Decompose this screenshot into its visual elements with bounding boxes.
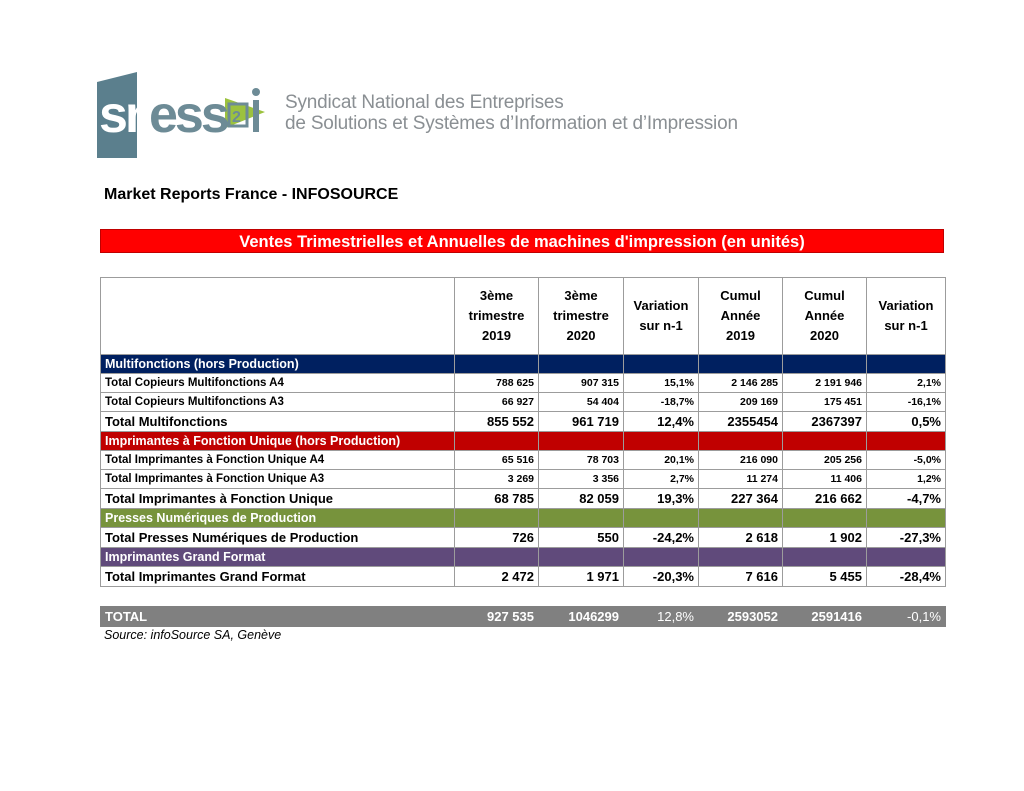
svg-text:sn: sn — [99, 86, 154, 144]
cell-value: 65 516 — [455, 451, 539, 470]
row-label: Total Imprimantes à Fonction Unique — [101, 489, 455, 509]
cell-value: -18,7% — [624, 393, 699, 412]
table-spacer — [101, 587, 946, 607]
section-header-presses-numeriques — [101, 509, 946, 528]
organization-name-line-2: de Solutions et Systèmes d’Information et d’Impression — [285, 113, 738, 134]
cell-value: 11 406 — [783, 470, 867, 489]
cell-value: 2 472 — [455, 567, 539, 587]
cell-value: 907 315 — [539, 374, 624, 393]
sales-table — [100, 277, 946, 627]
column-header: Variation sur n-1 — [624, 278, 699, 355]
cell-value: 3 269 — [455, 470, 539, 489]
section-total-row — [101, 567, 946, 587]
cell-value: 0,5% — [867, 412, 946, 432]
header-blank-cell — [101, 278, 455, 355]
section-title: Imprimantes Grand Format — [101, 548, 455, 567]
cell-value: 54 404 — [539, 393, 624, 412]
cell-value: 2,7% — [624, 470, 699, 489]
cell-value: 550 — [539, 528, 624, 548]
cell-value: 216 662 — [783, 489, 867, 509]
cell-value: 961 719 — [539, 412, 624, 432]
cell-value: 1046299 — [539, 607, 624, 627]
table-row — [101, 393, 946, 412]
table-row — [101, 451, 946, 470]
snessii-logo — [97, 70, 738, 160]
cell-value: -28,4% — [867, 567, 946, 587]
column-header: 3ème trimestre 2019 — [455, 278, 539, 355]
cell-value: -16,1% — [867, 393, 946, 412]
cell-value: 216 090 — [699, 451, 783, 470]
row-label: Total Imprimantes à Fonction Unique A3 — [101, 470, 455, 489]
column-header: Cumul Année 2020 — [783, 278, 867, 355]
section-total-row — [101, 528, 946, 548]
row-label: Total Presses Numériques de Production — [101, 528, 455, 548]
cell-value: 2,1% — [867, 374, 946, 393]
section-header-grand-format — [101, 548, 946, 567]
cell-value: -24,2% — [624, 528, 699, 548]
cell-value: 12,8% — [624, 607, 699, 627]
cell-value: -5,0% — [867, 451, 946, 470]
row-label: Total Imprimantes à Fonction Unique A4 — [101, 451, 455, 470]
row-label: Total Multifonctions — [101, 412, 455, 432]
report-title: Market Reports France - INFOSOURCE — [104, 186, 399, 203]
section-title: Multifonctions (hors Production) — [101, 355, 455, 374]
cell-value: 19,3% — [624, 489, 699, 509]
cell-value: 15,1% — [624, 374, 699, 393]
row-label: Total Copieurs Multifonctions A4 — [101, 374, 455, 393]
cell-value: 2 146 285 — [699, 374, 783, 393]
snessii-logo-icon — [97, 70, 277, 160]
section-title: Presses Numériques de Production — [101, 509, 455, 528]
cell-value: 1 971 — [539, 567, 624, 587]
section-title: Imprimantes à Fonction Unique (hors Production) — [101, 432, 455, 451]
cell-value: 2 618 — [699, 528, 783, 548]
row-label: Total Copieurs Multifonctions A3 — [101, 393, 455, 412]
cell-value: 855 552 — [455, 412, 539, 432]
cell-value: -4,7% — [867, 489, 946, 509]
cell-value: 20,1% — [624, 451, 699, 470]
cell-value: 12,4% — [624, 412, 699, 432]
cell-value: 66 927 — [455, 393, 539, 412]
row-label: TOTAL — [101, 607, 455, 627]
cell-value: 1,2% — [867, 470, 946, 489]
cell-value: 2591416 — [783, 607, 867, 627]
cell-value: 82 059 — [539, 489, 624, 509]
column-header: Variation sur n-1 — [867, 278, 946, 355]
cell-value: 209 169 — [699, 393, 783, 412]
cell-value: 175 451 — [783, 393, 867, 412]
grand-total-row — [101, 607, 946, 627]
cell-value: 2 191 946 — [783, 374, 867, 393]
svg-text:ess: ess — [149, 86, 227, 144]
organization-name — [285, 92, 738, 134]
cell-value: 227 364 — [699, 489, 783, 509]
cell-value: 1 902 — [783, 528, 867, 548]
cell-value: -27,3% — [867, 528, 946, 548]
svg-text:2: 2 — [232, 109, 241, 126]
cell-value: 7 616 — [699, 567, 783, 587]
table-banner-title: Ventes Trimestrielles et Annuelles de machines d'impression (en unités) — [100, 229, 944, 253]
section-total-row — [101, 412, 946, 432]
section-total-row — [101, 489, 946, 509]
cell-value: 78 703 — [539, 451, 624, 470]
cell-value: -20,3% — [624, 567, 699, 587]
column-header: Cumul Année 2019 — [699, 278, 783, 355]
cell-value: 2593052 — [699, 607, 783, 627]
cell-value: 5 455 — [783, 567, 867, 587]
cell-value: 726 — [455, 528, 539, 548]
column-header: 3ème trimestre 2020 — [539, 278, 624, 355]
cell-value: 68 785 — [455, 489, 539, 509]
cell-value: 2367397 — [783, 412, 867, 432]
section-header-multifonctions — [101, 355, 946, 374]
table-row — [101, 470, 946, 489]
cell-value: 927 535 — [455, 607, 539, 627]
row-label: Total Imprimantes Grand Format — [101, 567, 455, 587]
cell-value: 11 274 — [699, 470, 783, 489]
source-note: Source: infoSource SA, Genève — [104, 628, 282, 642]
table-header-row — [101, 278, 946, 355]
table-row — [101, 374, 946, 393]
cell-value: 205 256 — [783, 451, 867, 470]
section-header-imprimantes-fonction-unique — [101, 432, 946, 451]
cell-value: 2355454 — [699, 412, 783, 432]
cell-value: -0,1% — [867, 607, 946, 627]
cell-value: 788 625 — [455, 374, 539, 393]
cell-value: 3 356 — [539, 470, 624, 489]
organization-name-line-1: Syndicat National des Entreprises — [285, 92, 564, 113]
